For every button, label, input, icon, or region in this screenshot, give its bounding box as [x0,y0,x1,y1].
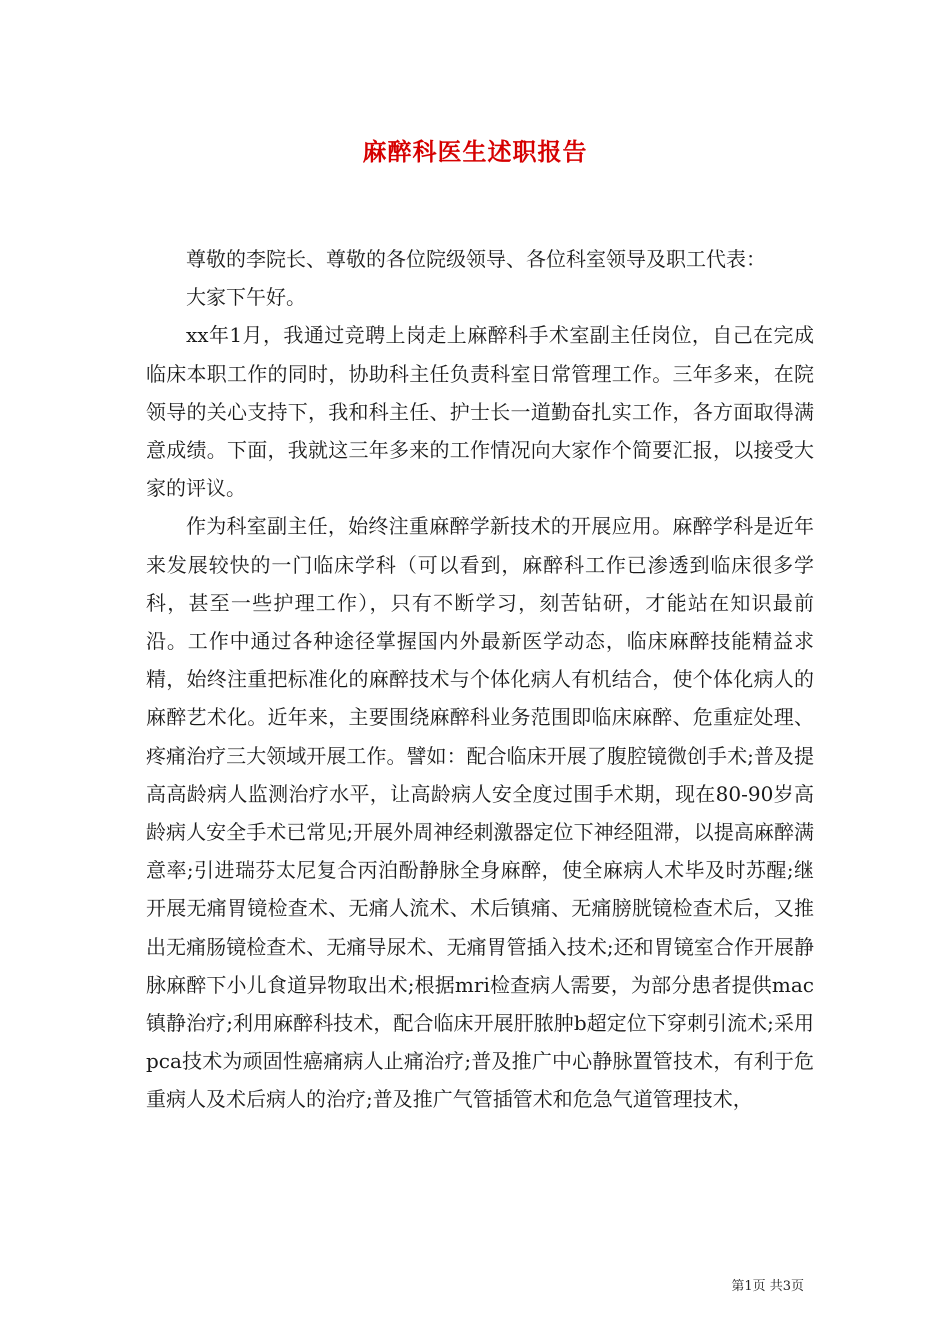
document-title: 麻醉科医生述职报告 [362,137,588,166]
paragraph-greeting: 大家下午好。 [186,285,306,310]
paragraph-salutation: 尊敬的李院长、尊敬的各位院级领导、各位科室领导及职工代表： [186,247,766,271]
paragraph-work-summary: 作为科室副主任，始终注重麻醉学新技术的开展应用。麻醉学科是近年来发展较快的一门临床学科（可以看到，麻醉科工作已渗透到临床很多学科，甚至一些护理工作），只有不断学习，刻苦钻研，才能站在知识最前沿。工作中通过各种途径掌握国内外最新医学动态，临床麻醉技能精益求精，始终注重把标准化的麻醉技术与个体化病人有机结合，使个体化病人的麻醉艺术化。近年来，主要围绕麻醉科业务范围即临床麻醉、危重症处理、疼痛治疗三大领域开展工作。譬如：配合临床开展了腹腔镜微创手术;普及提高高龄病人监测治疗水平，让高龄病人安全度过围手术期，现在80-90岁高龄病人安全手术已常见;开展外周神经刺激器定位下神经阻滞，以提高麻醉满意率;引进瑞芬太尼复合丙泊酚静脉全身麻醉，使全麻病人术毕及时苏醒;继开展无痛胃镜检查术、无痛人流术、术后镇痛、无痛膀胱镜检查术后，又推出无痛肠镜检查术、无痛导尿术、无痛胃管插入技术;还和胃镜室合作开展静脉麻醉下小儿食道异物取出术;根据mri检查病人需要，为部分患者提供mac镇静治疗;利用麻醉科技术，配合临床开展肝脓肿b超定位下穿刺引流术;采用pca技术为顽固性癌痛病人止痛治疗;普及推广中心静脉置管技术，有利于危重病人及术后病人的治疗;普及推广气管插管术和危急气道管理技术， [146,514,814,1112]
paragraph-introduction: xx年1月，我通过竞聘上岗走上麻醉科手术室副主任岗位，自己在完成临床本职工作的同时，协助科主任负责科室日常管理工作。三年多来，在院领导的关心支持下，我和科主任、护士长一道勤奋扎实工作，各方面取得满意成绩。下面，我就这三年多来的工作情况向大家作个简要汇报，以接受大家的评议。 [146,323,814,501]
document-body [146,240,814,1119]
page-number: 第1页 共3页 [731,1279,804,1294]
